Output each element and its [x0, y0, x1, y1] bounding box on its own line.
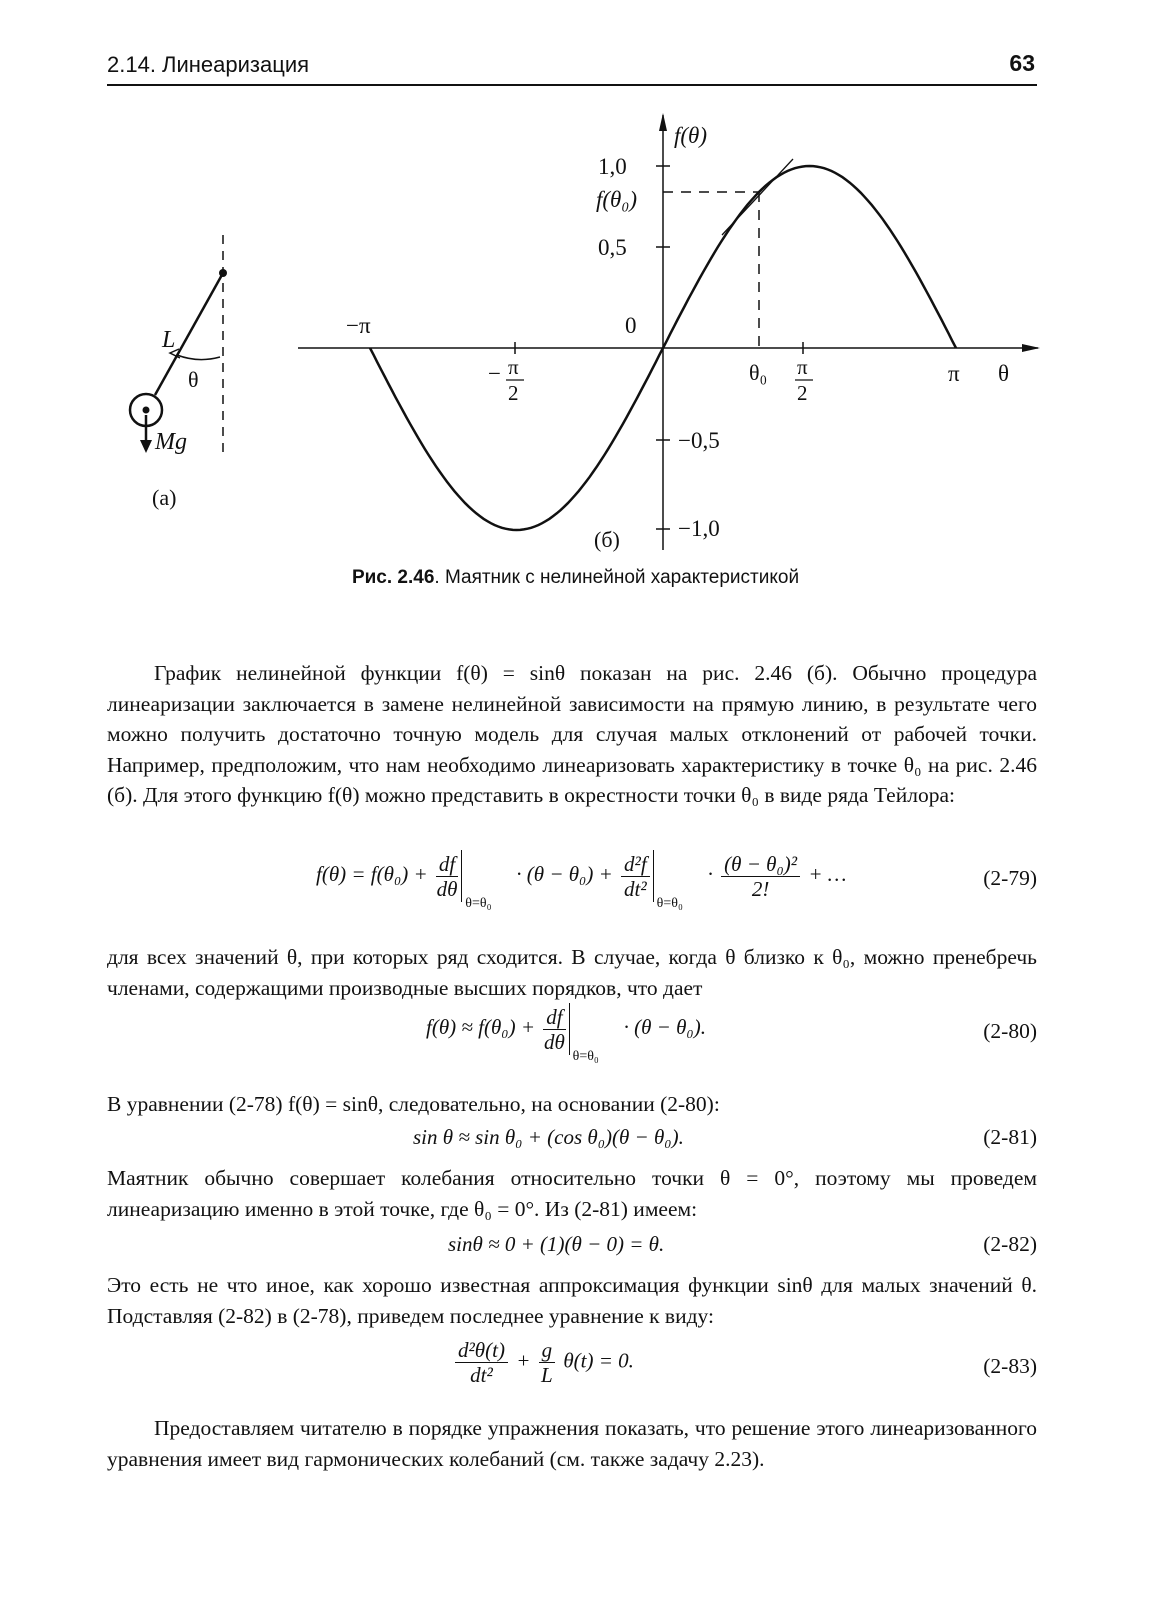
paragraph-2-text: для всех значений θ, при которых ряд сходится. В случае, когда θ близко к θ₀, можно пренебречь членами, содержащими производные высших порядков, что дает	[107, 945, 1037, 1000]
sine-graph	[298, 113, 1040, 552]
eq79-d1-denominator: dθ	[436, 876, 458, 901]
equation-number-2-80: (2-80)	[983, 1019, 1037, 1043]
eq79-t2-denominator: 2!	[751, 876, 770, 901]
equation-2-80-body	[426, 1003, 706, 1064]
equation-2-83-body	[452, 1338, 634, 1387]
page-number: 63	[1009, 50, 1035, 76]
eq79-tail: + …	[808, 861, 847, 886]
x-tick-label-neg-pi: −π	[346, 313, 371, 338]
y-tick-label-1-0: 1,0	[598, 154, 627, 179]
force-label: Mg	[155, 429, 187, 455]
eq80-tail: · (θ − θ₀).	[623, 1014, 706, 1039]
x-tick-label-neg-half-pi-den: 2	[508, 381, 519, 405]
y-tick-label-minus-0-5: −0,5	[678, 428, 720, 453]
paragraph-5-text: Это есть не что иное, как хорошо известная аппроксимация функции sinθ для малых значений θ. Подставляя (2-82) в (2-78), приведем последнее уравнение к виду:	[107, 1273, 1037, 1328]
equation-2-81	[0, 1123, 1151, 1155]
angle-arc	[177, 355, 220, 360]
y-tick-label-0-5: 0,5	[598, 235, 627, 260]
eq79-sub-2: θ=θ₀	[656, 896, 683, 911]
panel-a-label: (а)	[152, 485, 177, 510]
eq79-dot: ·	[707, 861, 713, 886]
eq79-lhs: f(θ) = f(θ₀) +	[316, 861, 428, 886]
eq80-lhs: f(θ) ≈ f(θ₀) +	[426, 1014, 536, 1039]
bob-center	[143, 407, 150, 414]
eq79-sub-1: θ=θ₀	[465, 896, 492, 911]
paragraph-1-text: График нелинейной функции f(θ) = sinθ показан на рис. 2.46 (б). Обычно процедура линеаризации заключается в замене нелинейной зависимости на прямую линию, в результате чего можно получить достаточно точную модель для случая малых отклонений от рабочей точки. Например, предположим, что нам необходимо линеаризовать характеристику в точке θ₀ на рис. 2.46 (б). Для этого функцию f(θ) можно представить в окрестности точки θ₀ в виде ряда Тейлора:	[107, 661, 1037, 808]
caption-text: . Маятник с нелинейной характеристикой	[434, 567, 800, 588]
paragraph-5	[107, 1270, 1037, 1331]
eq79-d2-denominator: dt²	[624, 876, 647, 901]
paragraph-3	[107, 1089, 1037, 1120]
eq83-tail: θ(t) = 0.	[563, 1348, 634, 1373]
eq83-plus: +	[516, 1348, 531, 1373]
eq80-d-numerator: df	[543, 1005, 565, 1030]
paragraph-6	[107, 1413, 1037, 1474]
y-tick-label-0: 0	[625, 313, 637, 338]
paragraph-3-text: В уравнении (2-78) f(θ) = sinθ, следовательно, на основании (2-80):	[107, 1092, 720, 1116]
eq79-d1-numerator: df	[436, 852, 458, 877]
x-tick-label-neg-half-pi-num: π	[508, 355, 519, 379]
pendulum-diagram	[130, 235, 227, 510]
paragraph-2	[107, 942, 1037, 1003]
equation-2-79-body	[316, 850, 847, 911]
angle-label: θ	[188, 367, 199, 392]
x-tick-label-neg-half-pi-sign: −	[488, 361, 501, 386]
eq79-first-derivative	[436, 852, 458, 901]
eq80-d-denominator: dθ	[544, 1029, 565, 1054]
eq79-d2-numerator: d²f	[621, 852, 650, 877]
eq79-second-derivative	[621, 852, 650, 901]
equation-number-2-82: (2-82)	[983, 1232, 1037, 1256]
tangent-line	[722, 159, 793, 235]
equation-number-2-81: (2-81)	[983, 1125, 1037, 1149]
panel-b-label: (б)	[594, 527, 620, 552]
eq79-t2-numerator: (θ − θ₀)²	[721, 852, 800, 877]
pivot-point	[219, 269, 227, 277]
x-tick-label-half-pi-den: 2	[797, 381, 808, 405]
caption-prefix: Рис.	[351, 567, 393, 588]
eq82-body: sinθ ≈ 0 + (1)(θ − 0) = θ.	[448, 1232, 665, 1256]
caption-number: 2.46	[397, 567, 435, 588]
eq83-g-over-l	[539, 1338, 556, 1387]
running-head	[107, 48, 1037, 86]
equation-2-82	[0, 1230, 1151, 1262]
eq83-denominator-2: L	[541, 1363, 553, 1387]
x-tick-label-pi: π	[948, 361, 960, 386]
eq79-evaluation-bar-2	[653, 850, 702, 911]
eq83-denominator-1: dt²	[470, 1363, 493, 1387]
y-axis-label: f(θ)	[674, 123, 708, 148]
equation-number-2-83: (2-83)	[983, 1354, 1037, 1378]
eq79-term-1: · (θ − θ₀) +	[516, 861, 613, 886]
eq83-second-derivative	[455, 1338, 508, 1387]
eq81-body: sin θ ≈ sin θ₀ + (cos θ₀)(θ − θ₀).	[413, 1125, 684, 1149]
rod-length-label: L	[162, 327, 176, 353]
y-axis-arrow	[659, 113, 667, 131]
x-tick-label-theta0: θ₀	[749, 360, 768, 385]
eq83-numerator-2: g	[539, 1338, 556, 1363]
eq80-evaluation-bar	[569, 1003, 618, 1064]
x-axis-label: θ	[998, 361, 1010, 386]
gravity-arrow-head	[140, 440, 152, 453]
paragraph-4-text: Маятник обычно совершает колебания относительно точки θ = 0°, поэтому мы проведем линеаризацию именно в этой точке, где θ₀ = 0°. Из (2-81) имеем:	[107, 1166, 1037, 1221]
eq79-evaluation-bar-1	[461, 850, 510, 911]
section-title: 2.14. Линеаризация	[107, 52, 310, 77]
paragraph-4	[107, 1163, 1037, 1224]
paragraph-1	[107, 658, 1037, 811]
equation-number-2-79: (2-79)	[983, 866, 1037, 890]
eq83-numerator-1: d²θ(t)	[455, 1338, 508, 1363]
eq80-sub: θ=θ₀	[572, 1049, 599, 1064]
figure-svg	[100, 95, 1060, 565]
y-tick-label-f-theta0: f(θ₀)	[596, 187, 638, 212]
eq80-derivative	[543, 1005, 565, 1054]
eq79-taylor-term	[721, 852, 800, 901]
equation-2-80	[0, 1003, 1151, 1063]
figure-2-46	[100, 95, 1060, 565]
y-tick-label-minus-1-0: −1,0	[678, 516, 720, 541]
x-axis-arrow	[1022, 344, 1040, 352]
x-tick-label-half-pi-num: π	[797, 355, 808, 379]
figure-caption	[0, 567, 1151, 589]
equation-2-79	[0, 850, 1151, 910]
paragraph-6-text: Предоставляем читателю в порядке упражнения показать, что решение этого линеаризованного уравнения имеет вид гармонических колебаний (см. также задачу 2.23).	[107, 1416, 1037, 1471]
equation-2-83	[0, 1338, 1151, 1398]
